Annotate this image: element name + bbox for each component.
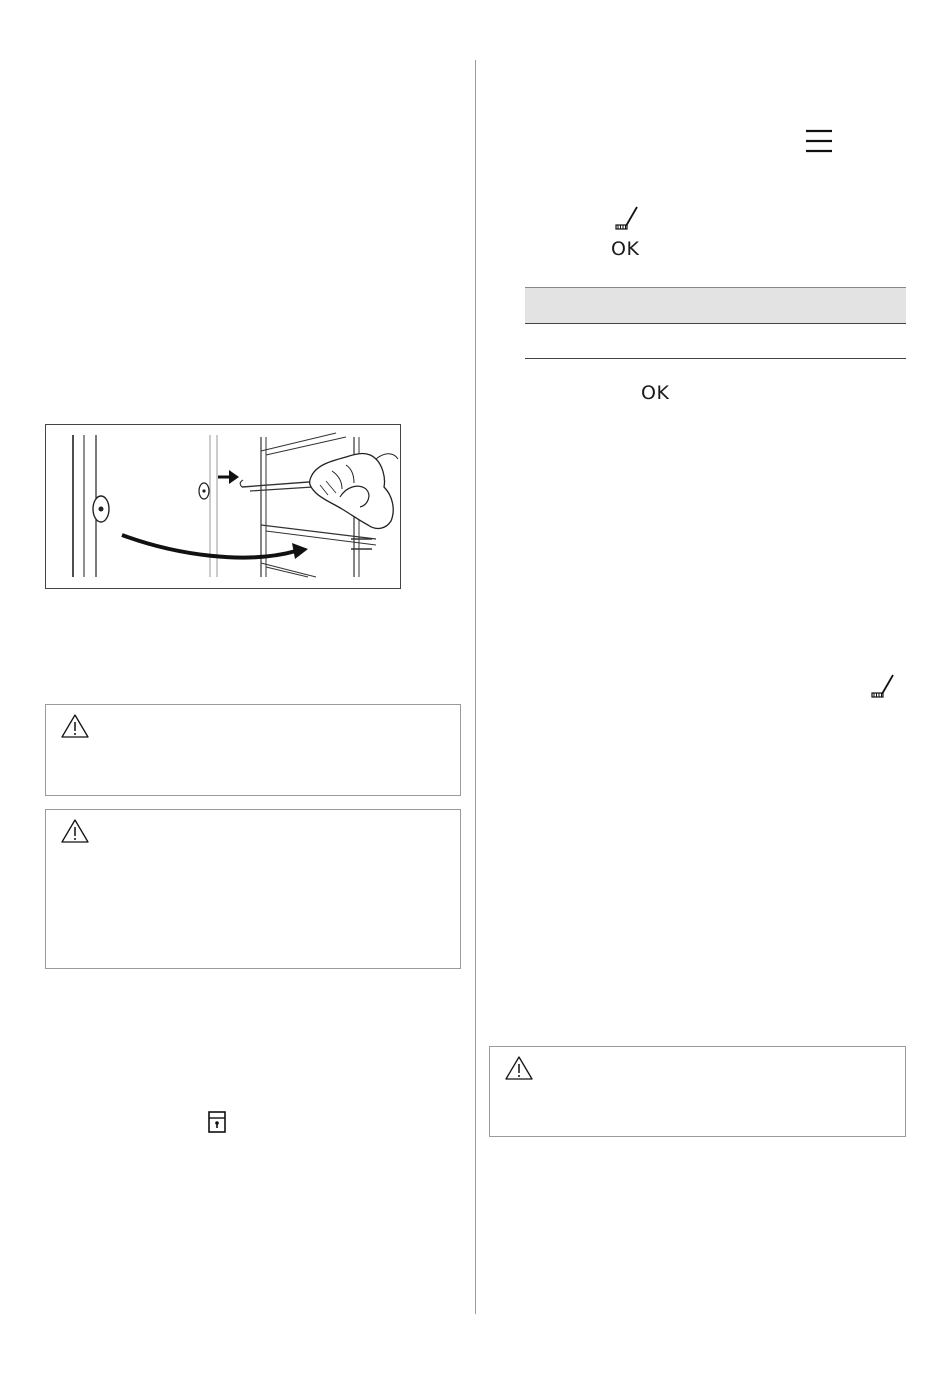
warning-triangle-icon: [60, 713, 90, 739]
table-rule-bottom: [525, 358, 906, 359]
door-lock-icon: [207, 1110, 227, 1134]
shelf-support-illustration: [45, 424, 401, 589]
cleaning-brush-icon: [614, 204, 640, 232]
oven-wall-drawing: [46, 425, 400, 588]
ok-button-symbol: OK: [611, 238, 640, 260]
ok-button-symbol: OK: [641, 382, 670, 404]
warning-triangle-icon: [60, 818, 90, 844]
warning-triangle-icon: [504, 1055, 534, 1081]
menu-icon: [804, 128, 834, 154]
table-header-row: [525, 287, 906, 324]
column-divider: [475, 60, 476, 1314]
table-row: [525, 324, 906, 358]
cleaning-brush-icon: [870, 672, 896, 700]
warning-box-1: [45, 704, 461, 796]
warning-box-3: [489, 1046, 906, 1137]
warning-box-2: [45, 809, 461, 969]
